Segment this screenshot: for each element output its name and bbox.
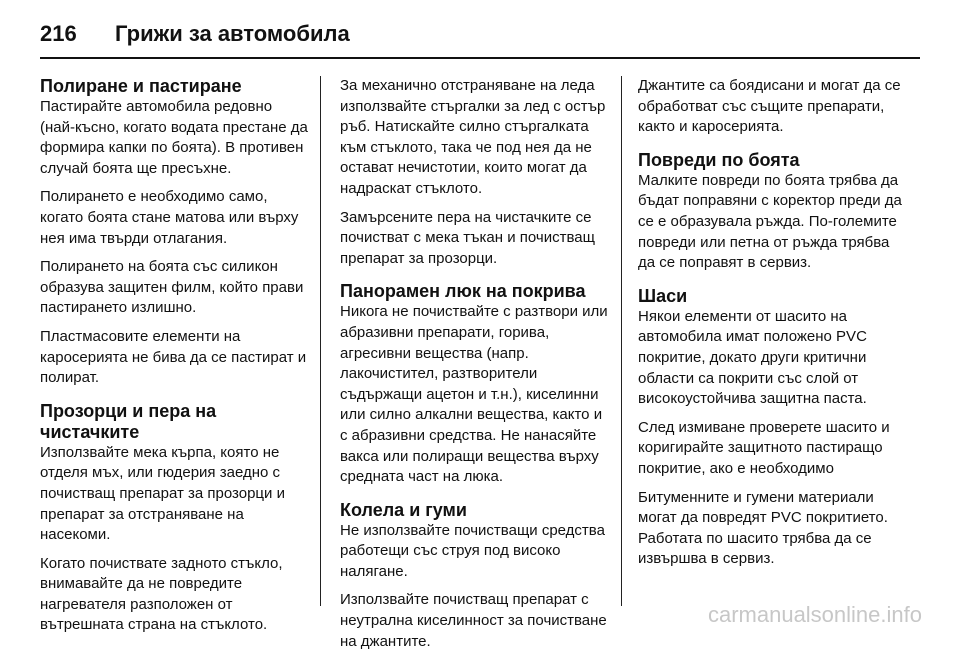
paragraph: За механично отстраняване на леда използвайте стъргалки за лед с остър ръб. Натискайте силно стъргалката към стъклото, така че под нея да не остават нечистотии, които могат да надраскат стъклото. — [340, 77, 606, 197]
header-rule — [40, 57, 920, 59]
section-heading: Панорамен люк на покрива — [340, 281, 586, 302]
section-heading: Прозорци и пера на чистачките — [40, 400, 217, 442]
paragraph: Замърсените пера на чистачките се почистват с мека тъкан и почистващ препарат за прозорци. — [340, 208, 595, 267]
column-1 — [40, 76, 308, 644]
page-title: Грижи за автомобила — [115, 21, 350, 46]
paragraph: Не използвайте почистващи средства работещи със струя под високо налягане. — [340, 521, 605, 580]
column-3 — [638, 76, 906, 578]
section-heading: Шаси — [638, 285, 688, 306]
paragraph: Полирането е необходимо само, когато боята стане матова или върху нея има твърди отлагания. — [40, 188, 299, 247]
page-header — [40, 14, 350, 54]
page-number: 216 — [40, 21, 77, 46]
section-heading: Повреди по боята — [638, 149, 800, 170]
paragraph: Използвайте почистващ препарат с неутрална киселинност за почистване на джантите. — [340, 591, 607, 650]
column-divider — [320, 76, 321, 606]
section-heading: Колела и гуми — [340, 499, 467, 520]
paragraph: След измиване проверете шасито и коригирайте защитното пастиращо покритие, ако е необходимо — [638, 418, 890, 477]
column-divider — [621, 76, 622, 606]
watermark: carmanualsonline.info — [707, 602, 922, 627]
paragraph: Никога не почиствайте с разтвори или абразивни препарати, горива, агресивни вещества (напр. лакочистител, разтворители съдържащи ацетон и т.н.), киселинни или силно алкални вещества, както и с абразивни средства. Не нанасяйте вакса или полиращи вещества върху средната част на люка. — [340, 303, 608, 486]
paragraph: Полирането на боята със силикон образува защитен филм, който прави пастирането излишно. — [40, 258, 304, 317]
paragraph: Някои елементи от шасито на автомобила имат положено PVC покритие, докато други критични области са покрити със слой от високоустойчива защитна паста. — [638, 307, 867, 408]
paragraph: Използвайте мека кърпа, която не отделя мъх, или гюдерия заедно с почистващ препарат за прозорци и препарат за отстраняване на насекоми. — [40, 443, 285, 544]
paragraph: Когато почиствате задното стъкло, внимавайте да не повредите нагревателя разположен от вътрешната страна на стъклото. — [40, 554, 283, 634]
column-2 — [340, 76, 608, 660]
paragraph: Малките повреди по боята трябва да бъдат поправяни с коректор преди да се е образувала ръжда. По-големите повреди или петна от ръжда трябва да се поправят в сервиз. — [638, 171, 902, 272]
paragraph: Пастирайте автомобила редовно (най-късно, когато водата престане да формира капки по боята). В противен случай боята ще пресъхне. — [40, 98, 308, 177]
paragraph: Пластмасовите елементи на каросерията не бива да се пастират и полират. — [40, 327, 307, 387]
section-heading: Полиране и пастиране — [40, 76, 242, 96]
paragraph: Битуменните и гумени материали могат да повредят PVC покритието. Работата по шасито трябва да се извършва в сервиз. — [638, 488, 888, 568]
paragraph: Джантите са боядисани и могат да се обработват със същите препарати, както и каросерията. — [638, 77, 901, 136]
